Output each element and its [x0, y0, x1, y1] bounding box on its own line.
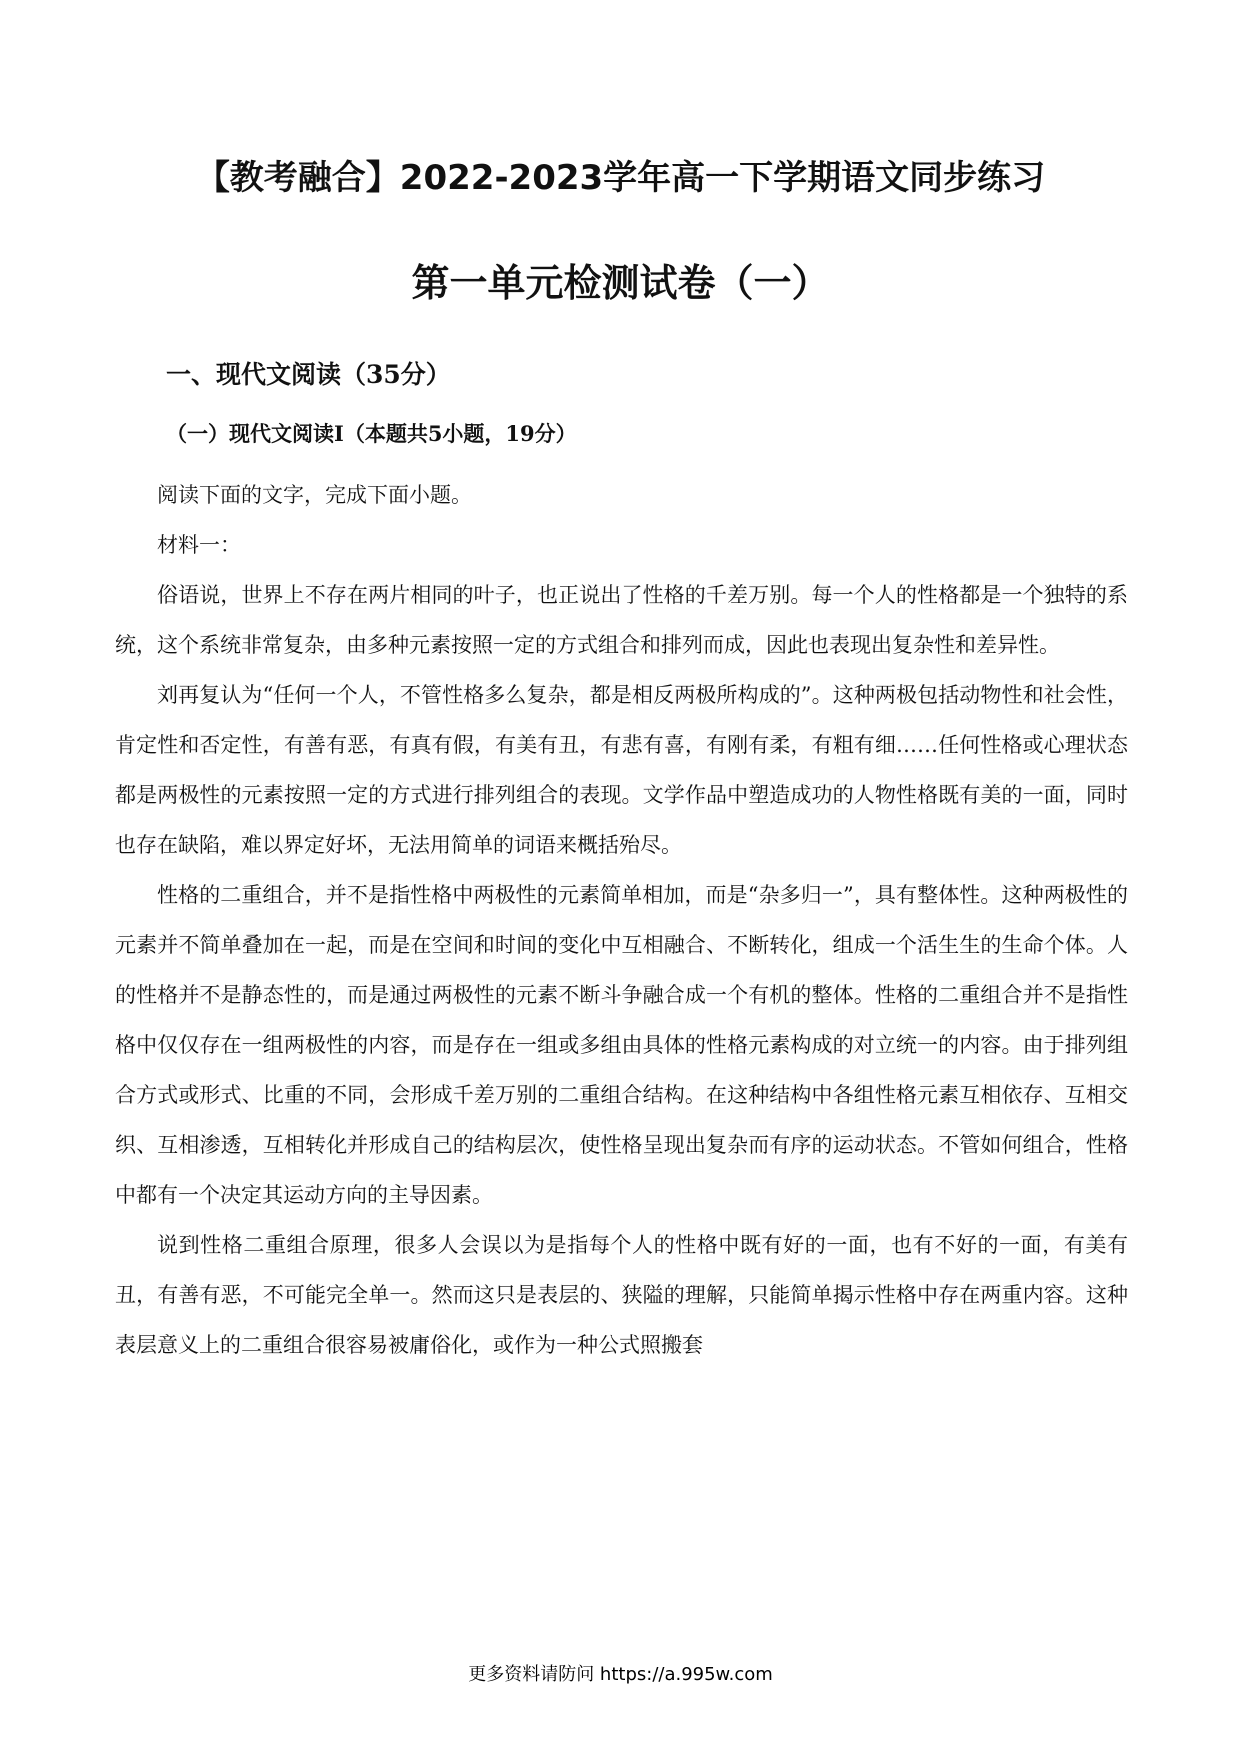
passage-paragraph-4: 说到性格二重组合原理，很多人会误以为是指每个人的性格中既有好的一面，也有不好的一面，有美有丑，有善有恶，不可能完全单一。然而这只是表层的、狭隘的理解，只能简单揭示性格中存在两重内容。这种表层意义上的二重组合很容易被庸俗化，或作为一种公式照搬套	[115, 1233, 1128, 1357]
footer-link-text: 更多资料请防问 https://a.995w.com	[468, 1664, 773, 1685]
reading-passage	[115, 470, 1128, 1370]
material-label: 材料一：	[157, 533, 241, 557]
unit-test-title: 第一单元检测试卷（一）	[411, 261, 830, 305]
passage-paragraph-3: 性格的二重组合，并不是指性格中两极性的元素简单相加，而是“杂多归一”，具有整体性。这种两极性的元素并不简单叠加在一起，而是在空间和时间的变化中互相融合、不断转化，组成一个活生生的生命个体。人的性格并不是静态性的，而是通过两极性的元素不断斗争融合成一个有机的整体。性格的二重组合并不是指性格中仅仅存在一组两极性的内容，而是存在一组或多组由具体的性格元素构成的对立统一的内容。由于排列组合方式或形式、比重的不同，会形成千差万别的二重组合结构。在这种结构中各组性格元素互相依存、互相交织、互相渗透，互相转化并形成自己的结构层次，使性格呈现出复杂而有序的运动状态。不管如何组合，性格中都有一个决定其运动方向的主导因素。	[115, 883, 1128, 1207]
passage-paragraph-1: 俗语说，世界上不存在两片相同的叶子，也正说出了性格的千差万别。每一个人的性格都是一个独特的系统，这个系统非常复杂，由多种元素按照一定的方式组合和排列而成，因此也表现出复杂性和差异性。	[115, 583, 1128, 657]
passage-paragraph-2: 刘再复认为“任何一个人，不管性格多么复杂，都是相反两极所构成的”。这种两极包括动物性和社会性，肯定性和否定性，有善有恶，有真有假，有美有丑，有悲有喜，有刚有柔，有粗有细……任何性格或心理状态都是两极性的元素按照一定的方式进行排列组合的表现。文学作品中塑造成功的人物性格既有美的一面，同时也存在缺陷，难以界定好坏，无法用简单的词语来概括殆尽。	[115, 683, 1128, 857]
section-heading: 一、现代文阅读（35分）	[166, 360, 451, 389]
subsection-heading: （一）现代文阅读Ⅰ（本题共5小题，19分）	[166, 421, 577, 446]
instructions: 阅读下面的文字，完成下面小题。	[157, 483, 472, 507]
document-title: 【教考融合】2022-2023学年高一下学期语文同步练习	[195, 158, 1046, 198]
